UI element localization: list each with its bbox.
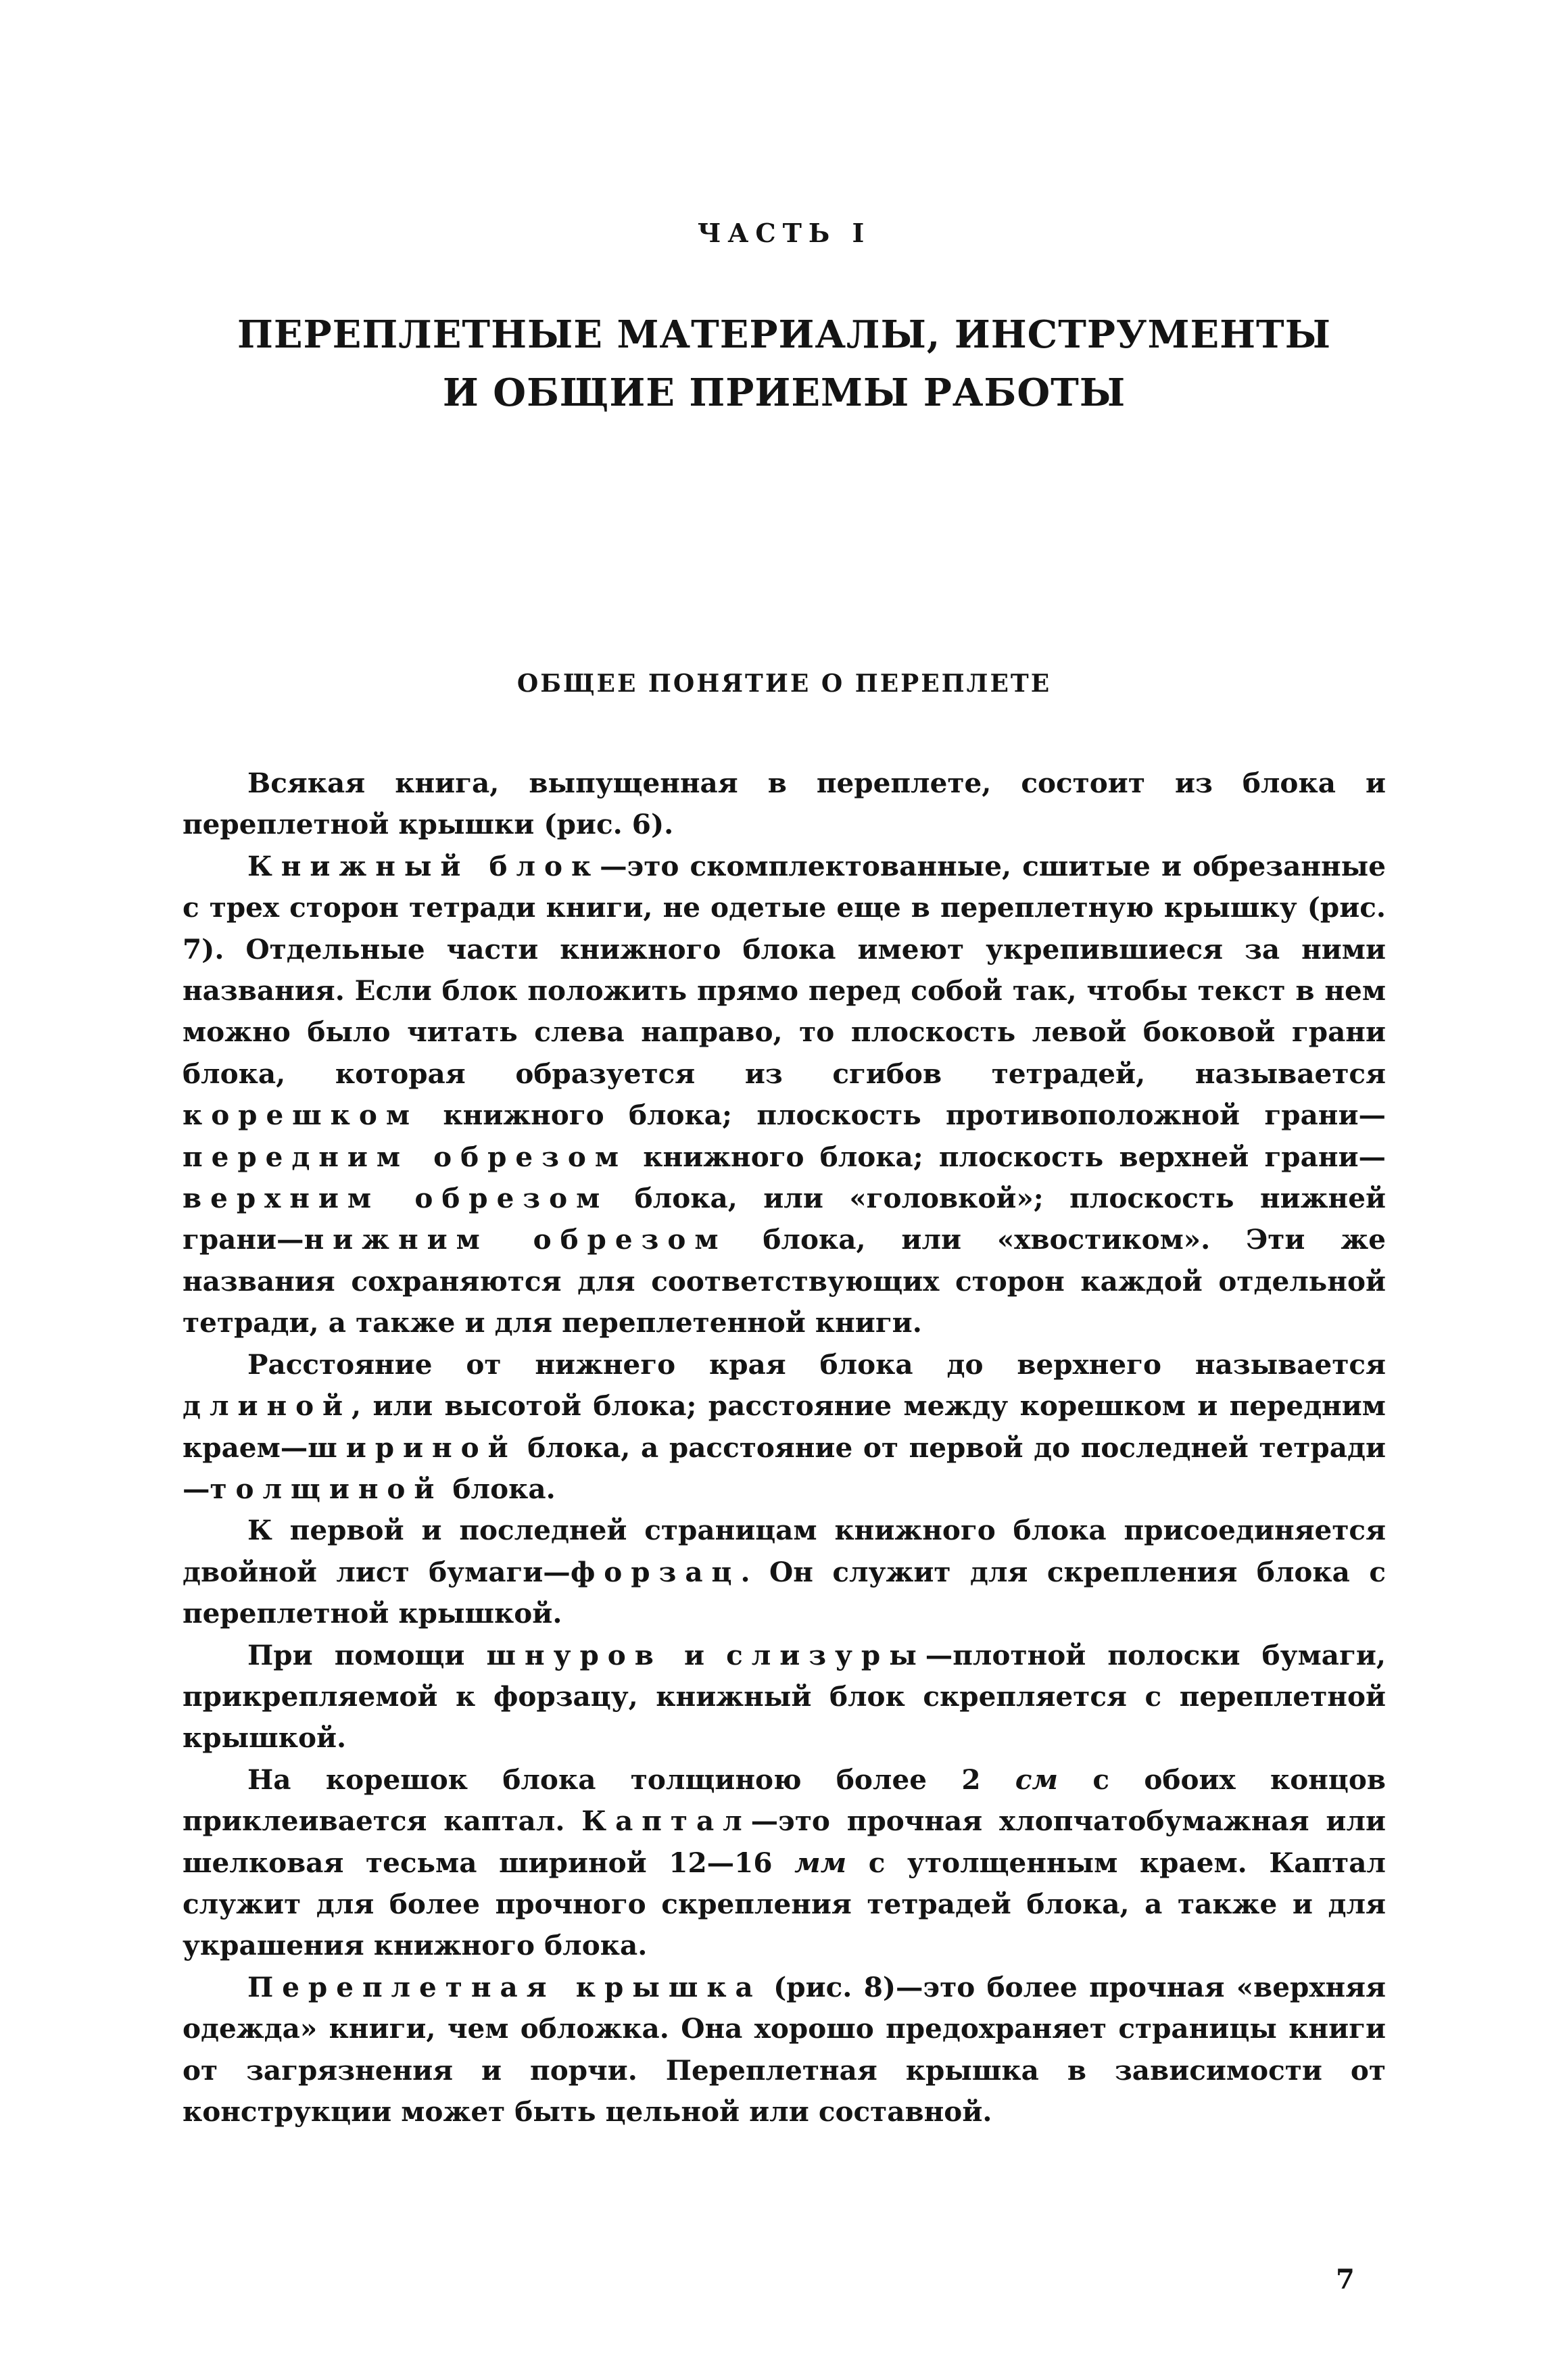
body-text — [183, 763, 1386, 2133]
text-run: книжного блока; плоскость противоположной грани— — [418, 1099, 1386, 1132]
text-run: Расстояние от нижнего края блока до верхнего называется — [247, 1348, 1386, 1381]
text-run: с утолщенным краем. Каптал служит для более прочного скрепления тетрадей блока, а также и для украшения книжного блока. — [183, 1846, 1386, 1962]
term: нижним обрезом — [304, 1223, 727, 1256]
term: корешком — [183, 1099, 418, 1132]
page-number: 7 — [1336, 2264, 1355, 2295]
paragraph — [183, 763, 1386, 846]
text-run: Всякая книга, выпущенная в переплете, состоит из блока и переплетной крышки (рис. 6). — [183, 767, 1386, 841]
part-title — [183, 306, 1386, 422]
text-run: К первой и последней страницам книжного блока присоединяется двойной лист бумаги— — [183, 1514, 1386, 1588]
term: толщиной — [210, 1472, 443, 1505]
term: Книжный блок — [247, 849, 600, 882]
text-run: (рис. 8)—это более прочная «верхняя одежда» книги, чем обложка. Она хорошо предохраняет страницы книги от загрязнения и порчи. Переплетная крышка в зависимости от конструкции может быть цельной или составной. — [183, 1970, 1386, 2128]
term: передним обрезом — [183, 1140, 628, 1173]
book-page — [183, 0, 1386, 2380]
text-run: и — [662, 1638, 727, 1671]
paragraph — [183, 1759, 1386, 1967]
term: форзац — [570, 1555, 741, 1588]
text-run: —это скомплектованные, сшитые и обрезанные с трех сторон тетради книги, не одетые еще в переплетную крышку (рис. 7). Отдельные части книжного блока имеют укрепившиеся за ними названия. Если блок положить прямо перед собой так, чтобы текст в нем можно было читать слева направо, то плоскость левой боковой грани блока, которая образуется из сгибов тетрадей, называется — [183, 849, 1386, 1090]
term: слизуры — [726, 1638, 925, 1671]
term: Переплетная крышка — [247, 1970, 762, 2003]
text-run: блока, а расстояние от первой до последней тетради— — [183, 1431, 1386, 1505]
text-run: с обоих концов приклеивается каптал. — [183, 1763, 1386, 1838]
text-run: —это прочная хлопчатобумажная или шелковая тесьма шириной 12—16 — [183, 1805, 1386, 1879]
part-title-line: ПЕРЕПЛЕТНЫЕ МАТЕРИАЛЫ, ИНСТРУМЕНТЫ — [237, 312, 1332, 357]
paragraph — [183, 1635, 1386, 1759]
paragraph — [183, 1510, 1386, 1634]
text-run: блока. — [443, 1472, 556, 1505]
paragraph — [183, 1344, 1386, 1510]
term: шнуров — [486, 1638, 662, 1671]
term: верхним обрезом — [183, 1182, 609, 1215]
section-title: ОБЩЕЕ ПОНЯТИЕ О ПЕРЕПЛЕТЕ — [516, 669, 1052, 698]
term: длиной — [183, 1389, 352, 1423]
text-run: блока, или «головкой»; плоскость нижней грани— — [183, 1182, 1386, 1256]
paragraph — [183, 1967, 1386, 2133]
part-title-line: И ОБЩИЕ ПРИЕМЫ РАБОТЫ — [442, 371, 1126, 415]
text-run: На корешок блока толщиною более 2 — [247, 1763, 1015, 1796]
text-run: . Он служит для скрепления блока с переплетной крышкой. — [183, 1555, 1386, 1630]
text-run: При помощи — [247, 1638, 487, 1671]
text-run: книжного блока; плоскость верхней грани— — [627, 1140, 1387, 1173]
text-run: , или высотой блока; расстояние между корешком и передним краем— — [183, 1389, 1386, 1464]
unit: мм — [794, 1846, 847, 1879]
part-label: ЧАСТЬ I — [697, 218, 871, 248]
term: шириной — [308, 1431, 517, 1464]
text-run: —плотной полоски бумаги, прикрепляемой к форзацу, книжный блок скрепляется с переплетной крышкой. — [183, 1638, 1386, 1755]
unit: см — [1015, 1763, 1059, 1796]
text-run: блока, или «хвостиком». Эти же названия сохраняются для соответствующих сторон каждой отдельной тетради, а также и для переплетенной книги. — [183, 1223, 1386, 1339]
paragraph — [183, 846, 1386, 1344]
term: Каптал — [581, 1805, 751, 1838]
